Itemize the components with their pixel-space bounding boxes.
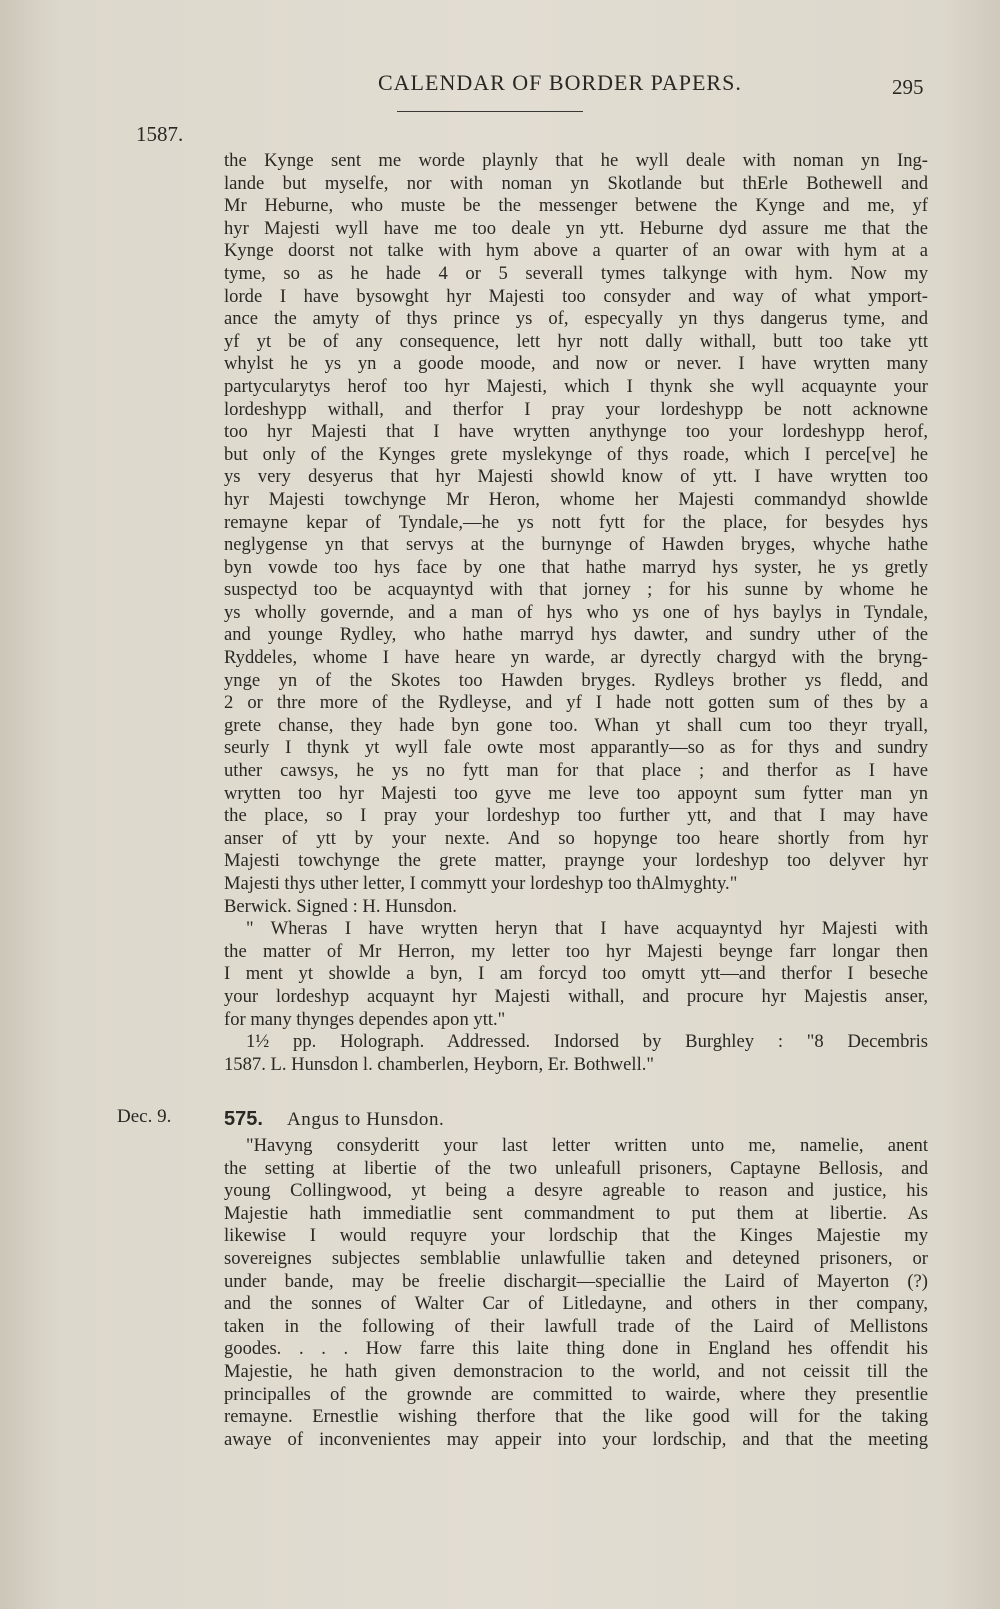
header-rule [397, 111, 583, 112]
text-line: Majesti thys uther letter, I commytt your lordeshyp too thAlmyghty." [224, 873, 738, 894]
margin-year: 1587. [136, 122, 184, 146]
text-line: remayne kepar of Tyndale,—he ys nott fytt for the place, for besydes hys [224, 511, 928, 533]
text-line: ys very desyerus that hyr Majesti showld know of ytt. I have wrytten too [224, 466, 928, 488]
text-line: uther cawsys, he ys no fytt man for that place ; and therfor as I have [224, 760, 928, 782]
text-line: under bande, may be freelie dischargit—speciallie the Laird of Mayerton (?) [224, 1270, 928, 1292]
text-line: the Kynge sent me worde playnly that he wyll deale with noman yn Ing- [224, 150, 928, 171]
text-line: principalles of the grownde are committed to wairde, where they presentlie [224, 1383, 928, 1405]
entry-heading [224, 1108, 904, 1131]
text-line: Majesti towchynge the grete matter, praynge your lordeshyp too delyver hyr [224, 850, 928, 872]
text-line: and younge Rydley, who hathe marryd hys dawter, and sundry uther of the [224, 624, 928, 646]
text-line: lorde I have bysowght hyr Majesti too consyder and way of what ymport- [224, 285, 928, 307]
text-line: neglygense yn that servys at the burnynge of Hawden bryges, whyche hathe [224, 534, 928, 556]
text-line: for many thynges dependes apon ytt." [224, 1008, 506, 1030]
text-line: "Havyng consyderitt your last letter written unto me, namelie, anent [246, 1135, 928, 1156]
text-line: likewise I would requyre your lordschip that the Kinges Majestie my [224, 1225, 928, 1247]
text-line: Majestie, he hath given demonstracion to the world, and not ceissit till the [224, 1360, 928, 1382]
text-line: young Collingwood, yt being a desyre agreable to reason and justice, his [224, 1180, 928, 1202]
text-line: byn vowde too hys face by one that hathe marryd hys syster, he ys gretly [224, 556, 928, 578]
text-line: the matter of Mr Herron, my letter too hyr Majesti beynge farr longar then [224, 940, 928, 962]
text-line: ance the amyty of thys prince ys of, especyally yn thys dangerus tyme, and [224, 308, 928, 330]
text-line: taken in the following of their lawfull trade of the Laird of Mellistons [224, 1315, 928, 1337]
text-line: seurly I thynk yt wyll fale owte most apparantly—so as for thys and sundry [224, 737, 928, 759]
text-line: wrytten too hyr Majesti too gyve me leve too appoynt sum fytter man yn [224, 782, 928, 804]
entry-title: Angus to Hunsdon. [286, 1109, 445, 1130]
text-line: partycularytys herof too hyr Majesti, which I thynk she wyll acquaynte your [224, 375, 928, 397]
text-line: and the sonnes of Walter Car of Litledayne, and others in ther company, [224, 1293, 928, 1315]
text-line: goodes. . . . How farre this laite thing done in England hes offendit his [224, 1338, 928, 1360]
text-line: I ment yt showlde a byn, I am forcyd too omytt ytt—and therfor I beseche [224, 963, 928, 985]
text-line: 1587. L. Hunsdon l. chamberlen, Heyborn, Er. Bothwell." [224, 1053, 655, 1075]
text-line: the place, so I pray your lordeshyp too further ytt, and that I may have [224, 805, 928, 827]
text-line: suspectyd too be acquayntyd with that jorney ; for his sunne by whome he [224, 579, 928, 601]
text-line: anser of ytt by your nexte. And so hopynge too heare shortly from hyr [224, 827, 928, 849]
page-number: 295 [892, 75, 924, 99]
margin-date: Dec. 9. [117, 1106, 172, 1127]
text-line: Ryddeles, whome I have heare yn warde, ar dyrectly chargyd with the bryng- [224, 647, 928, 669]
text-line: lordeshypp withall, and therfor I pray your lordeshypp be nott acknowne [224, 398, 928, 420]
text-line: " Wheras I have wrytten heryn that I have acquayntyd hyr Majesti with [246, 918, 928, 940]
entry-number: 575. [224, 1108, 263, 1130]
running-head: CALENDAR OF BORDER PAPERS. [378, 70, 742, 95]
text-line: remayne. Ernestlie wishing therfore that the like good will for the taking [224, 1406, 928, 1428]
text-line: 2 or thre more of the Rydleyse, and yf I hade nott gotten sum of thes by a [224, 692, 928, 714]
text-line: 1½ pp. Holograph. Addressed. Indorsed by Burghley : "8 Decembris [246, 1031, 928, 1053]
text-line: too hyr Majesti that I have wrytten anythynge too your lordeshypp herof, [224, 421, 928, 443]
text-line: the setting at libertie of the two unleafull prisoners, Captayne Bellosis, and [224, 1157, 928, 1179]
text-line: awaye of inconvenientes may appeir into your lordschip, and that the meeting [224, 1428, 928, 1450]
text-line: hyr Majesti wyll have me too deale yn ytt. Heburne dyd assure me that the [224, 217, 928, 239]
text-line: your lordeshyp acquaynt hyr Majesti withall, and procure hyr Majestis anser, [224, 985, 928, 1007]
text-line: tyme, so as he hade 4 or 5 severall tymes talkynge with hym. Now my [224, 262, 928, 284]
text-line: Mr Heburne, who muste be the messenger betwene the Kynge and me, yf [224, 195, 928, 217]
text-line: ynge yn of the Skotes too Hawden bryges. Rydleys brother ys fledd, and [224, 669, 928, 691]
text-line: ys wholly governde, and a man of hys who ys one of hys baylys in Tyndale, [224, 601, 928, 623]
text-line: sovereignes subjectes semblablie unlawfullie taken and deteyned prisoners, or [224, 1247, 928, 1269]
text-line: yf yt be of any consequence, lett hyr nott dally withall, butt too take ytt [224, 330, 928, 352]
text-line: lande but myselfe, nor with noman yn Skotlande but thErle Bothewell and [224, 172, 928, 194]
text-line: whylst he ys yn a goode moode, and now or never. I have wrytten many [224, 353, 928, 375]
text-line: Majestie hath immediatlie sent commandment to put them at libertie. As [224, 1202, 928, 1224]
text-line: Berwick. Signed : H. Hunsdon. [224, 895, 457, 917]
text-line: Kynge doorst not talke with hym above a quarter of an owar with hym at a [224, 240, 928, 262]
letter-text-continued [224, 150, 928, 1076]
text-line: hyr Majesti towchynge Mr Heron, whome her Majesti commandyd showlde [224, 488, 928, 510]
text-line: grete chanse, they hade byn gone too. Whan yt shall cum too theyr tryall, [224, 714, 928, 736]
text-line: but only of the Kynges grete myslekynge of thys roade, which I perce[ve] he [224, 443, 928, 465]
letter-text-angus [224, 1135, 928, 1451]
